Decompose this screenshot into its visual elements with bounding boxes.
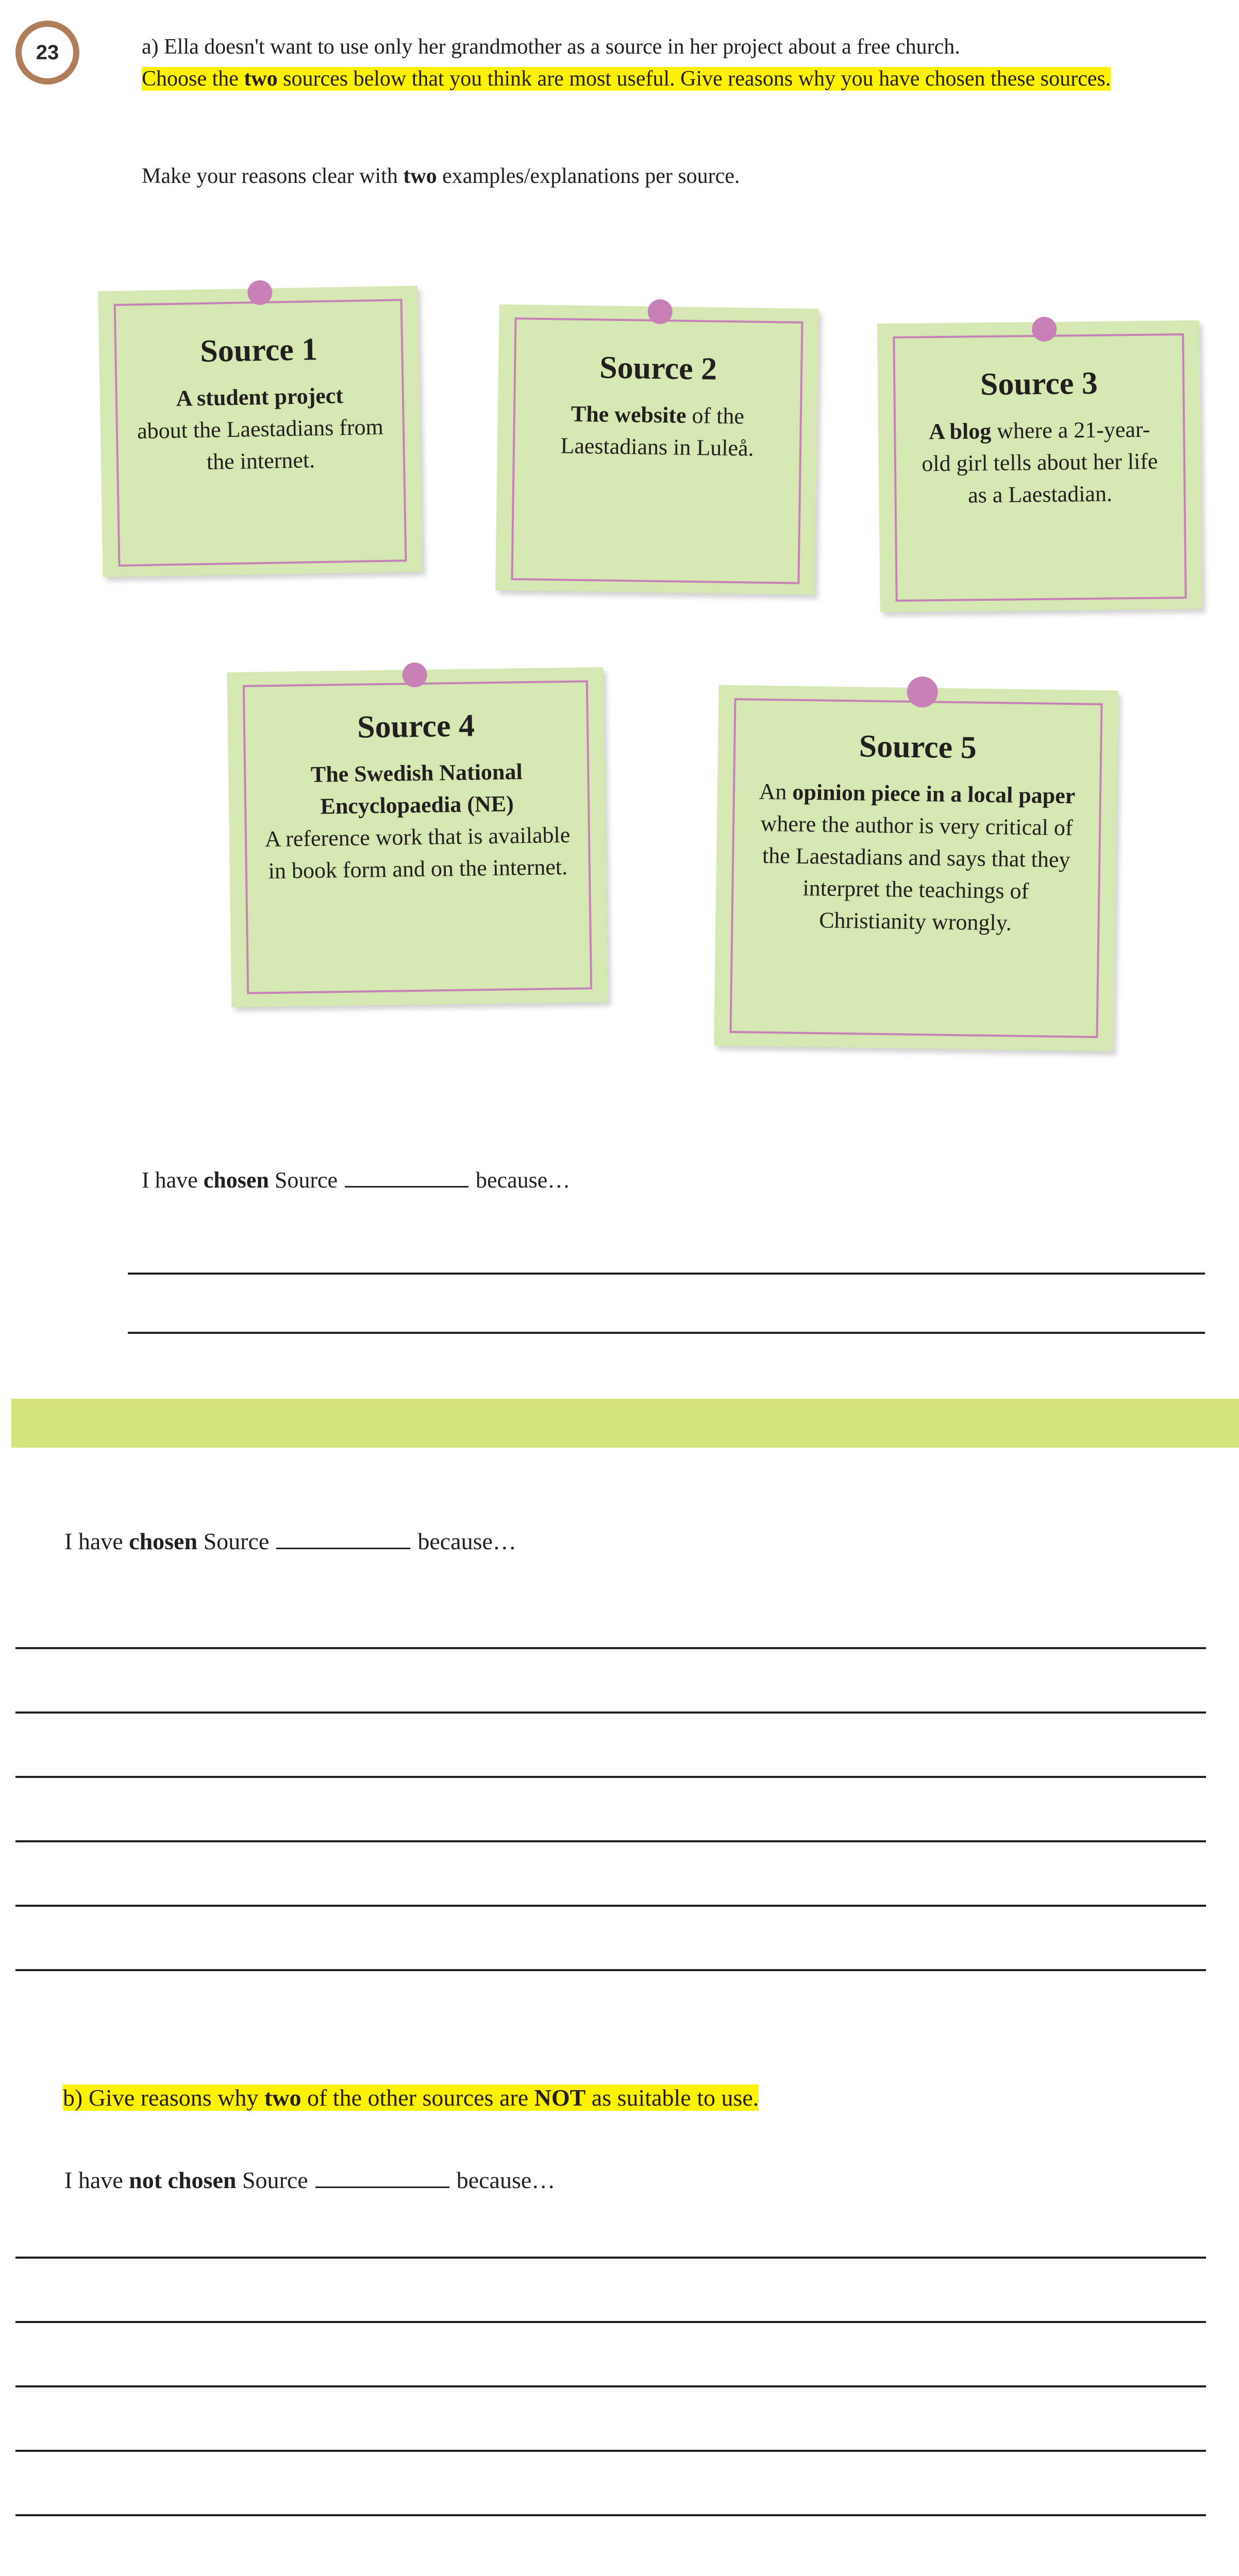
source-number-blank[interactable] xyxy=(345,1167,468,1188)
source-5-bold: opinion piece in a local paper xyxy=(792,779,1076,809)
answer-line[interactable] xyxy=(15,1840,1206,1842)
question-b-bold1: two xyxy=(264,2084,302,2111)
not-chosen-prompt-1 xyxy=(64,2166,555,2194)
make-reasons-part2: examples/explanations per source. xyxy=(437,164,740,188)
chosen-prompt-2 xyxy=(64,1528,516,1555)
source-2-title: Source 2 xyxy=(599,350,717,387)
prompt-part2: Source xyxy=(197,1528,270,1554)
source-4-note xyxy=(227,667,608,1007)
prompt-part2: Source xyxy=(236,2167,308,2193)
source-5-note xyxy=(714,685,1118,1052)
source-4-bold: The Swedish National Encyclopaedia (NE) xyxy=(310,759,523,819)
instruction-part1: Choose the xyxy=(142,67,244,91)
source-5-text-pre: An xyxy=(759,778,793,805)
make-reasons-bold: two xyxy=(403,164,437,188)
prompt-part2: Source xyxy=(269,1167,338,1193)
question-b-part2: of the other sources are xyxy=(301,2084,534,2111)
prompt-part3: because… xyxy=(476,1167,571,1193)
source-4-title: Source 4 xyxy=(357,708,475,745)
question-b-part1: b) Give reasons why xyxy=(63,2084,264,2111)
source-4-content xyxy=(258,704,575,887)
source-number-blank[interactable] xyxy=(276,1529,410,1549)
answer-line[interactable] xyxy=(15,1776,1206,1778)
prompt-part3: because… xyxy=(456,2167,556,2193)
source-4-text: A reference work that is available in book form and on the internet. xyxy=(264,822,571,884)
answer-line[interactable] xyxy=(15,1647,1206,1649)
instruction-part2: sources below that you think are most useful. Give reasons why you have chosen these sources. xyxy=(277,67,1111,91)
answer-line[interactable] xyxy=(15,2321,1206,2323)
prompt-part1: I have xyxy=(64,1528,129,1554)
source-5-title: Source 5 xyxy=(859,728,977,766)
prompt-part1: I have xyxy=(64,2167,129,2193)
question-b-highlight xyxy=(63,2084,759,2111)
pin-icon xyxy=(1032,317,1057,342)
make-reasons-instruction xyxy=(142,164,740,189)
source-2-text: of the Laestadians in Luleå. xyxy=(560,402,754,461)
prompt-bold: chosen xyxy=(203,1167,269,1193)
source-1-note xyxy=(98,286,423,578)
source-3-text: where a 21-year-old girl tells about her life as a Laestadian. xyxy=(922,416,1158,508)
page-divider-band xyxy=(11,1399,1239,1448)
source-2-note xyxy=(495,304,819,595)
answer-line[interactable] xyxy=(15,2450,1206,2452)
source-1-text: about the Laestadians from the internet. xyxy=(137,414,384,474)
answer-line[interactable] xyxy=(15,1711,1206,1714)
source-3-title: Source 3 xyxy=(980,365,1098,402)
source-1-content xyxy=(120,327,400,479)
question-a-intro-text: a) Ella doesn't want to use only her grandmother as a source in her project about a free church. xyxy=(142,35,960,59)
answer-line[interactable] xyxy=(15,2385,1206,2387)
prompt-bold: chosen xyxy=(129,1528,198,1554)
source-number-blank[interactable] xyxy=(315,2168,449,2188)
source-2-content xyxy=(523,346,793,465)
prompt-part3: because… xyxy=(417,1528,516,1554)
question-b-bold2: NOT xyxy=(534,2084,586,2111)
answer-line[interactable] xyxy=(15,2257,1206,2259)
source-2-bold: The website xyxy=(571,401,687,428)
chosen-prompt-1 xyxy=(142,1167,570,1193)
source-1-title: Source 1 xyxy=(199,332,318,369)
question-a-intro xyxy=(142,31,1198,95)
prompt-bold: not chosen xyxy=(129,2167,237,2193)
answer-line[interactable] xyxy=(128,1332,1205,1334)
question-b xyxy=(63,2084,759,2111)
source-1-bold: A student project xyxy=(176,383,344,411)
answer-line[interactable] xyxy=(15,1905,1206,1907)
question-b-part3: as suitable to use. xyxy=(585,2084,759,2111)
source-3-bold: A blog xyxy=(928,418,992,445)
prompt-part1: I have xyxy=(142,1167,204,1193)
source-5-text: where the author is very critical of the Laestadians and says that they interpret the teachings of Christianity wrongly. xyxy=(760,810,1073,936)
make-reasons-part1: Make your reasons clear with xyxy=(142,164,404,188)
source-5-content xyxy=(746,724,1087,940)
source-3-content xyxy=(914,362,1165,512)
source-3-note xyxy=(877,320,1202,613)
instruction-bold: two xyxy=(244,67,278,91)
exercise-number: 23 xyxy=(36,41,59,64)
question-a-instruction xyxy=(142,67,1111,91)
exercise-number-badge xyxy=(15,21,79,84)
answer-line[interactable] xyxy=(128,1273,1205,1275)
answer-line[interactable] xyxy=(15,1969,1206,1971)
answer-line[interactable] xyxy=(15,2514,1206,2516)
